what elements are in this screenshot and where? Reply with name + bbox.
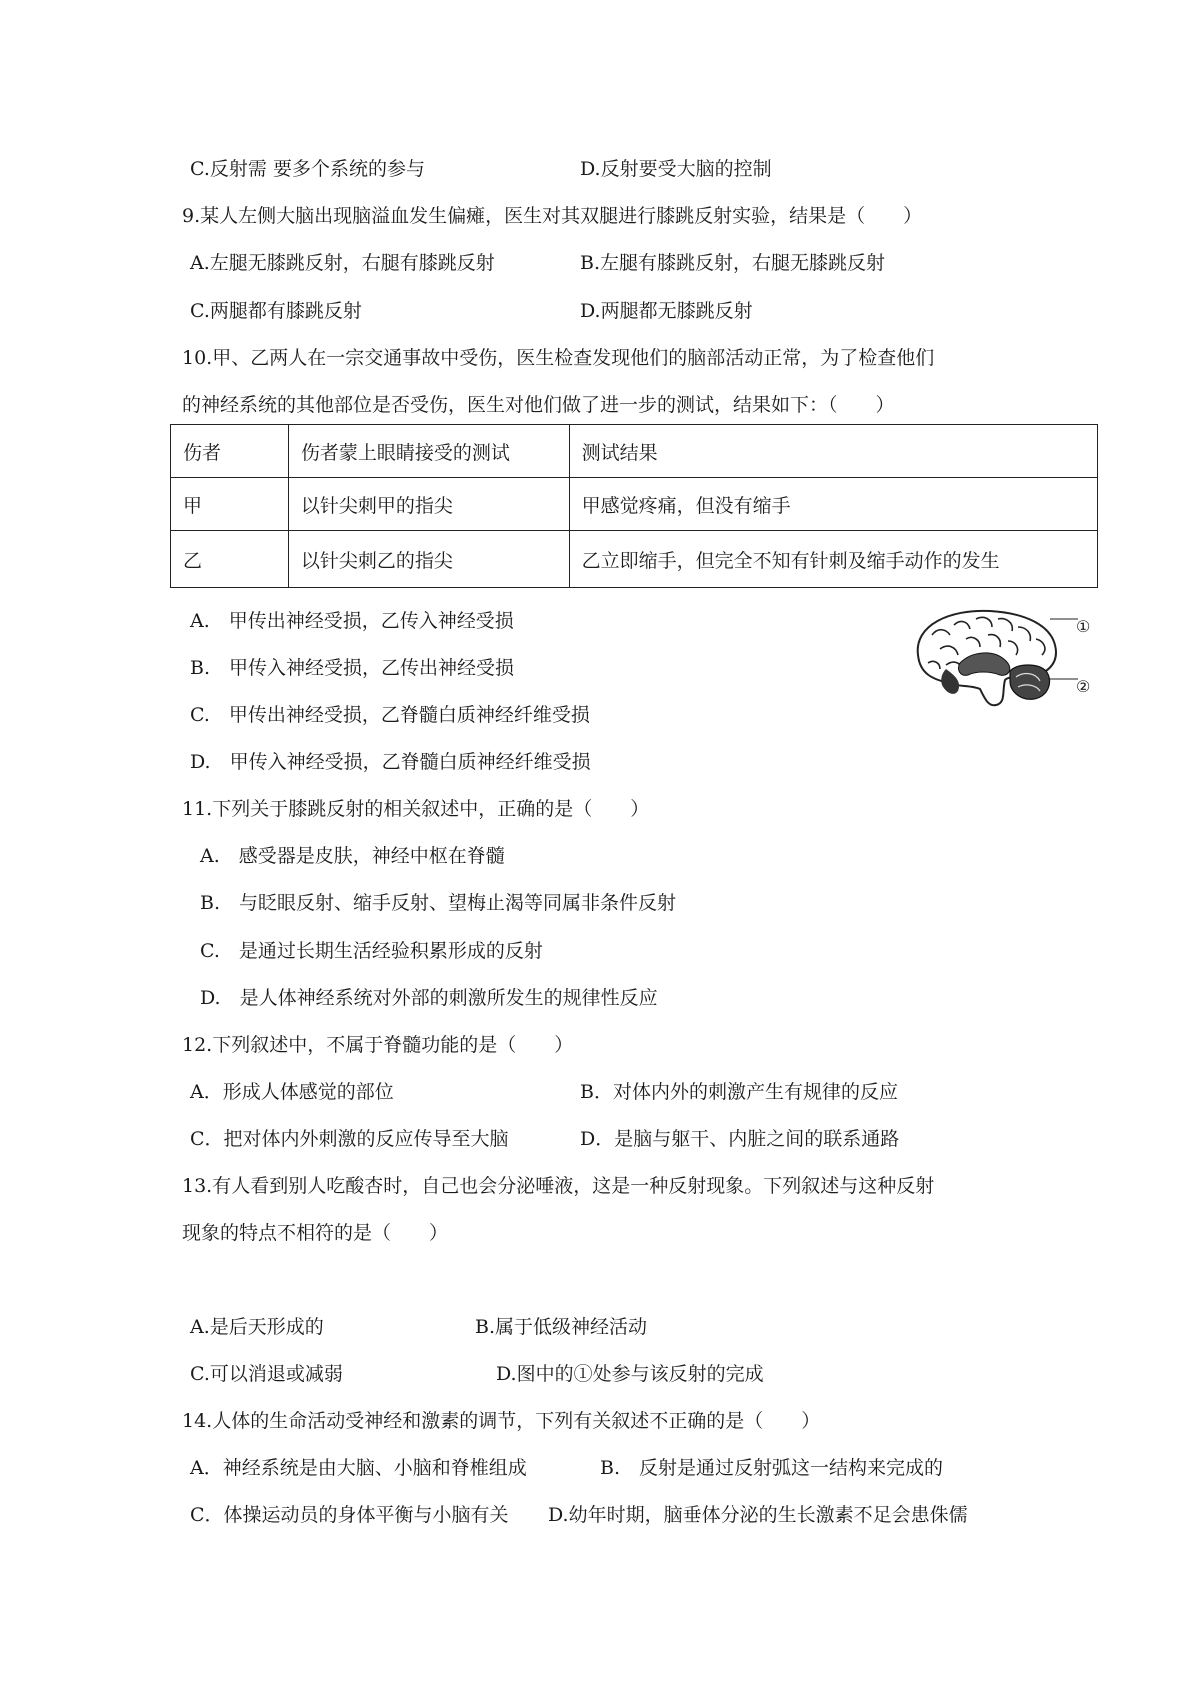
option-11d: D. 是人体神经系统对外部的刺激所发生的规律性反应 (200, 987, 658, 1009)
option-12a: A．形成人体感觉的部位 (190, 1081, 394, 1103)
table-cell: 乙立即缩手，但完全不知有针刺及缩手动作的发生 (569, 531, 1097, 588)
table-cell: 乙 (171, 531, 289, 588)
question-13-stem-line1: 13.有人看到别人吃酸杏时，自己也会分泌唾液，这是一种反射现象。下列叙述与这种反射 (182, 1175, 935, 1197)
option-10b: B. 甲传入神经受损，乙传出神经受损 (190, 657, 515, 679)
brain-diagram (910, 605, 1080, 713)
option-13c: C.可以消退或减弱 (190, 1363, 343, 1385)
table-header-cell: 伤者 (171, 425, 289, 478)
option-13d: D.图中的①处参与该反射的完成 (496, 1363, 764, 1385)
question-11-stem: 11.下列关于膝跳反射的相关叙述中，正确的是（ ） (182, 798, 650, 820)
option-9a: A.左腿无膝跳反射，右腿有膝跳反射 (190, 252, 495, 274)
option-9c: C.两腿都有膝跳反射 (190, 300, 362, 322)
table-cell: 甲 (171, 478, 289, 531)
table-header-row (171, 425, 1098, 478)
option-12b: B．对体内外的刺激产生有规律的反应 (580, 1081, 898, 1103)
option-10a: A. 甲传出神经受损，乙传入神经受损 (190, 610, 514, 632)
question-12-stem: 12.下列叙述中，不属于脊髓功能的是（ ） (182, 1034, 574, 1056)
figure-label-2: ② (1076, 677, 1091, 696)
option-12c: C．把对体内外刺激的反应传导至大脑 (190, 1128, 509, 1150)
option-8c: C.反射需 要多个系统的参与 (190, 158, 425, 180)
question-10-stem-line2: 的神经系统的其他部位是否受伤，医生对他们做了进一步的测试，结果如下：（ ） (182, 394, 895, 416)
option-12d: D．是脑与躯干、内脏之间的联系通路 (580, 1128, 900, 1150)
option-11c: C. 是通过长期生活经验积累形成的反射 (200, 940, 543, 962)
option-11b: B. 与眨眼反射、缩手反射、望梅止渴等同属非条件反射 (200, 892, 677, 914)
option-14b: B. 反射是通过反射弧这一结构来完成的 (600, 1457, 944, 1479)
option-11a: A. 感受器是皮肤，神经中枢在脊髓 (200, 845, 505, 867)
option-9b: B.左腿有膝跳反射，右腿无膝跳反射 (580, 252, 886, 274)
question-10-stem-line1: 10.甲、乙两人在一宗交通事故中受伤，医生检查发现他们的脑部活动正常，为了检查他们 (182, 347, 935, 369)
question-13-stem-line2: 现象的特点不相符的是（ ） (182, 1222, 449, 1244)
table-cell: 甲感觉疼痛，但没有缩手 (569, 478, 1097, 531)
option-14a: A．神经系统是由大脑、小脑和脊椎组成 (190, 1457, 527, 1479)
question-14-stem: 14.人体的生命活动受神经和激素的调节，下列有关叙述不正确的是（ ） (182, 1410, 821, 1432)
table-header-cell: 伤者蒙上眼睛接受的测试 (288, 425, 569, 478)
table-row (171, 478, 1098, 531)
table-header-cell: 测试结果 (569, 425, 1097, 478)
option-10d: D. 甲传入神经受损，乙脊髓白质神经纤维受损 (190, 751, 591, 773)
table-cell: 以针尖刺乙的指尖 (288, 531, 569, 588)
table-cell: 以针尖刺甲的指尖 (288, 478, 569, 531)
test-result-table (170, 424, 1098, 588)
option-10c: C. 甲传出神经受损，乙脊髓白质神经纤维受损 (190, 704, 590, 726)
option-13a: A.是后天形成的 (190, 1316, 324, 1338)
figure-label-1: ① (1076, 617, 1091, 636)
option-14d: D.幼年时期，脑垂体分泌的生长激素不足会患侏儒 (548, 1504, 968, 1526)
question-9-stem: 9.某人左侧大脑出现脑溢血发生偏瘫，医生对其双腿进行膝跳反射实验，结果是（ ） (182, 205, 923, 227)
option-9d: D.两腿都无膝跳反射 (580, 300, 753, 322)
option-14c: C．体操运动员的身体平衡与小脑有关 (190, 1504, 509, 1526)
option-13b: B.属于低级神经活动 (475, 1316, 648, 1338)
option-8d: D.反射要受大脑的控制 (580, 158, 772, 180)
table-row (171, 531, 1098, 588)
